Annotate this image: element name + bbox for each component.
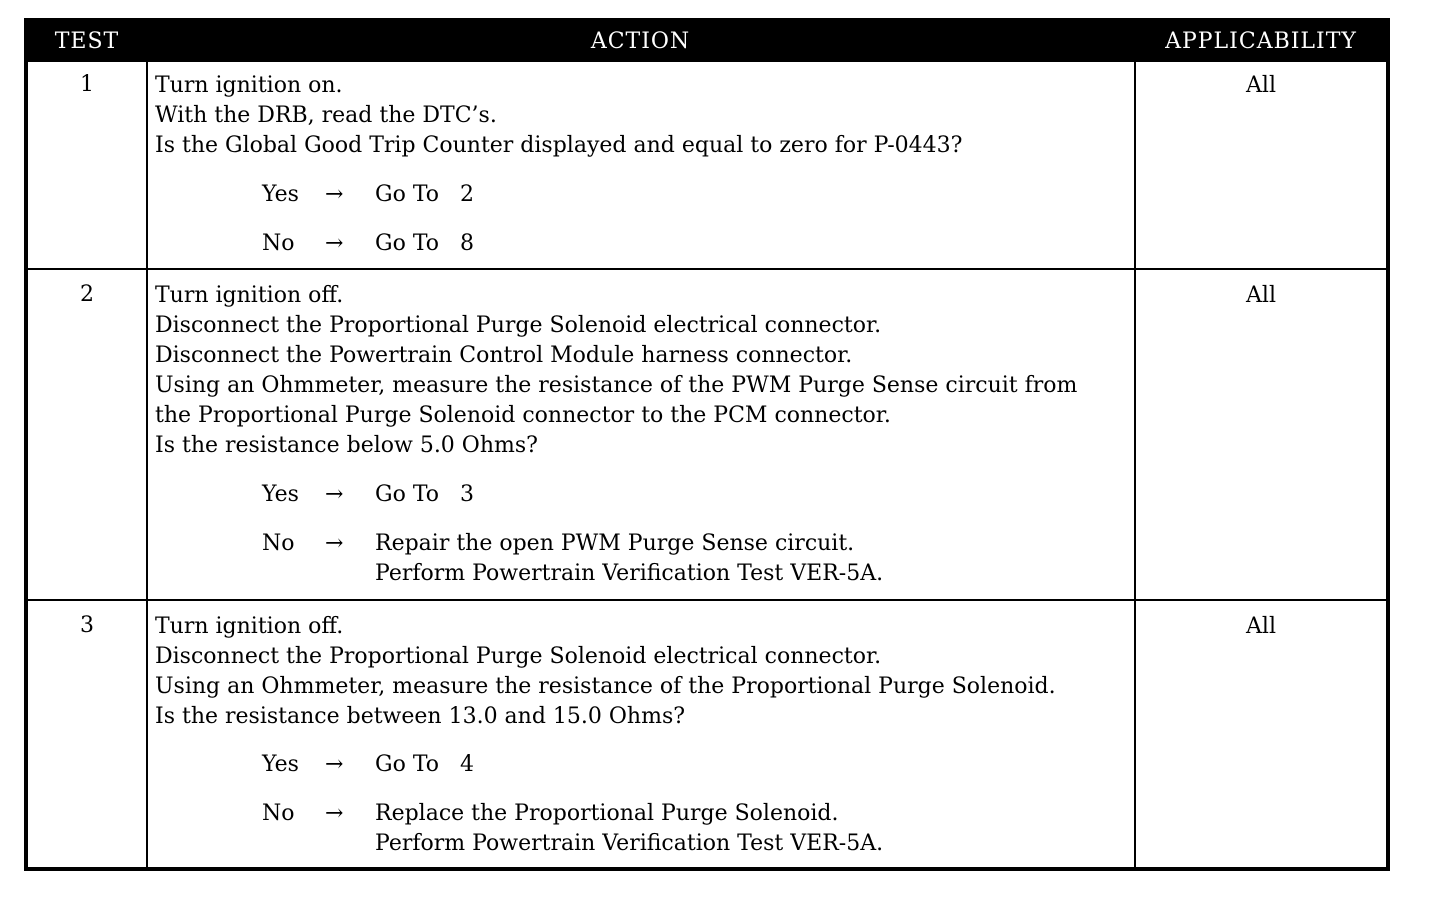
- result-line: Go To 8: [375, 231, 474, 256]
- no-label: No: [262, 531, 295, 556]
- header-applicability: APPLICABILITY: [1165, 29, 1357, 54]
- action-line: Disconnect the Proportional Purge Solenoid electrical connector.: [155, 313, 882, 338]
- action-line: Is the Global Good Trip Counter displayed and equal to zero for P-0443?: [155, 133, 963, 158]
- table-row: [28, 601, 1386, 871]
- no-result: [375, 229, 474, 259]
- no-outcome: [155, 529, 1135, 589]
- yes-label: Yes: [262, 752, 299, 777]
- action-line: Using an Ohmmeter, measure the resistance of the PWM Purge Sense circuit from: [155, 373, 1078, 398]
- table-row: [28, 62, 1386, 271]
- arrow-right-icon: →: [325, 231, 344, 256]
- header-test: TEST: [54, 29, 120, 54]
- action-line: Is the resistance between 13.0 and 15.0 Ohms?: [155, 704, 686, 729]
- applicability-cell: All: [1246, 73, 1276, 98]
- result-line: Go To 3: [375, 482, 474, 507]
- no-label: No: [262, 801, 295, 826]
- arrow-right-icon: →: [325, 531, 344, 556]
- table-row: [28, 270, 1386, 599]
- result-line: Perform Powertrain Verification Test VER-5A.: [375, 831, 884, 856]
- result-line: Repair the open PWM Purge Sense circuit.: [375, 531, 855, 556]
- test-number: 3: [80, 613, 94, 638]
- result-line: Replace the Proportional Purge Solenoid.: [375, 801, 839, 826]
- action-cell: [155, 71, 1135, 259]
- test-number: 1: [80, 72, 94, 97]
- no-label: No: [262, 231, 295, 256]
- action-line: Using an Ohmmeter, measure the resistance of the Proportional Purge Solenoid.: [155, 674, 1056, 699]
- action-line: With the DRB, read the DTC’s.: [155, 103, 497, 128]
- arrow-right-icon: →: [325, 801, 344, 826]
- result-line: Go To 4: [375, 752, 474, 777]
- no-outcome: [155, 229, 1135, 259]
- table-header: [28, 22, 1386, 62]
- action-line: the Proportional Purge Solenoid connector to the PCM connector.: [155, 403, 891, 428]
- action-line: Turn ignition off.: [155, 283, 344, 308]
- applicability-cell: All: [1246, 283, 1276, 308]
- yes-label: Yes: [262, 482, 299, 507]
- arrow-right-icon: →: [325, 182, 344, 207]
- yes-result: [375, 480, 474, 510]
- yes-outcome: [155, 480, 1135, 510]
- yes-label: Yes: [262, 182, 299, 207]
- arrow-right-icon: →: [325, 482, 344, 507]
- yes-outcome: [155, 750, 1135, 780]
- action-cell: [155, 612, 1135, 859]
- action-line: Turn ignition off.: [155, 614, 344, 639]
- action-line: Disconnect the Proportional Purge Solenoid electrical connector.: [155, 644, 882, 669]
- yes-result: [375, 180, 474, 210]
- no-result: [375, 529, 883, 589]
- header-action: ACTION: [590, 29, 691, 54]
- diagnostic-test-table: [24, 18, 1390, 871]
- yes-result: [375, 750, 474, 780]
- result-line: Go To 2: [375, 182, 474, 207]
- test-number: 2: [80, 282, 94, 307]
- no-result: [375, 799, 883, 859]
- applicability-cell: All: [1246, 614, 1276, 639]
- action-cell: [155, 281, 1135, 589]
- action-line: Turn ignition on.: [155, 73, 343, 98]
- yes-outcome: [155, 180, 1135, 210]
- arrow-right-icon: →: [325, 752, 344, 777]
- action-line: Is the resistance below 5.0 Ohms?: [155, 433, 538, 458]
- result-line: Perform Powertrain Verification Test VER-5A.: [375, 561, 884, 586]
- action-line: Disconnect the Powertrain Control Module harness connector.: [155, 343, 853, 368]
- no-outcome: [155, 799, 1135, 859]
